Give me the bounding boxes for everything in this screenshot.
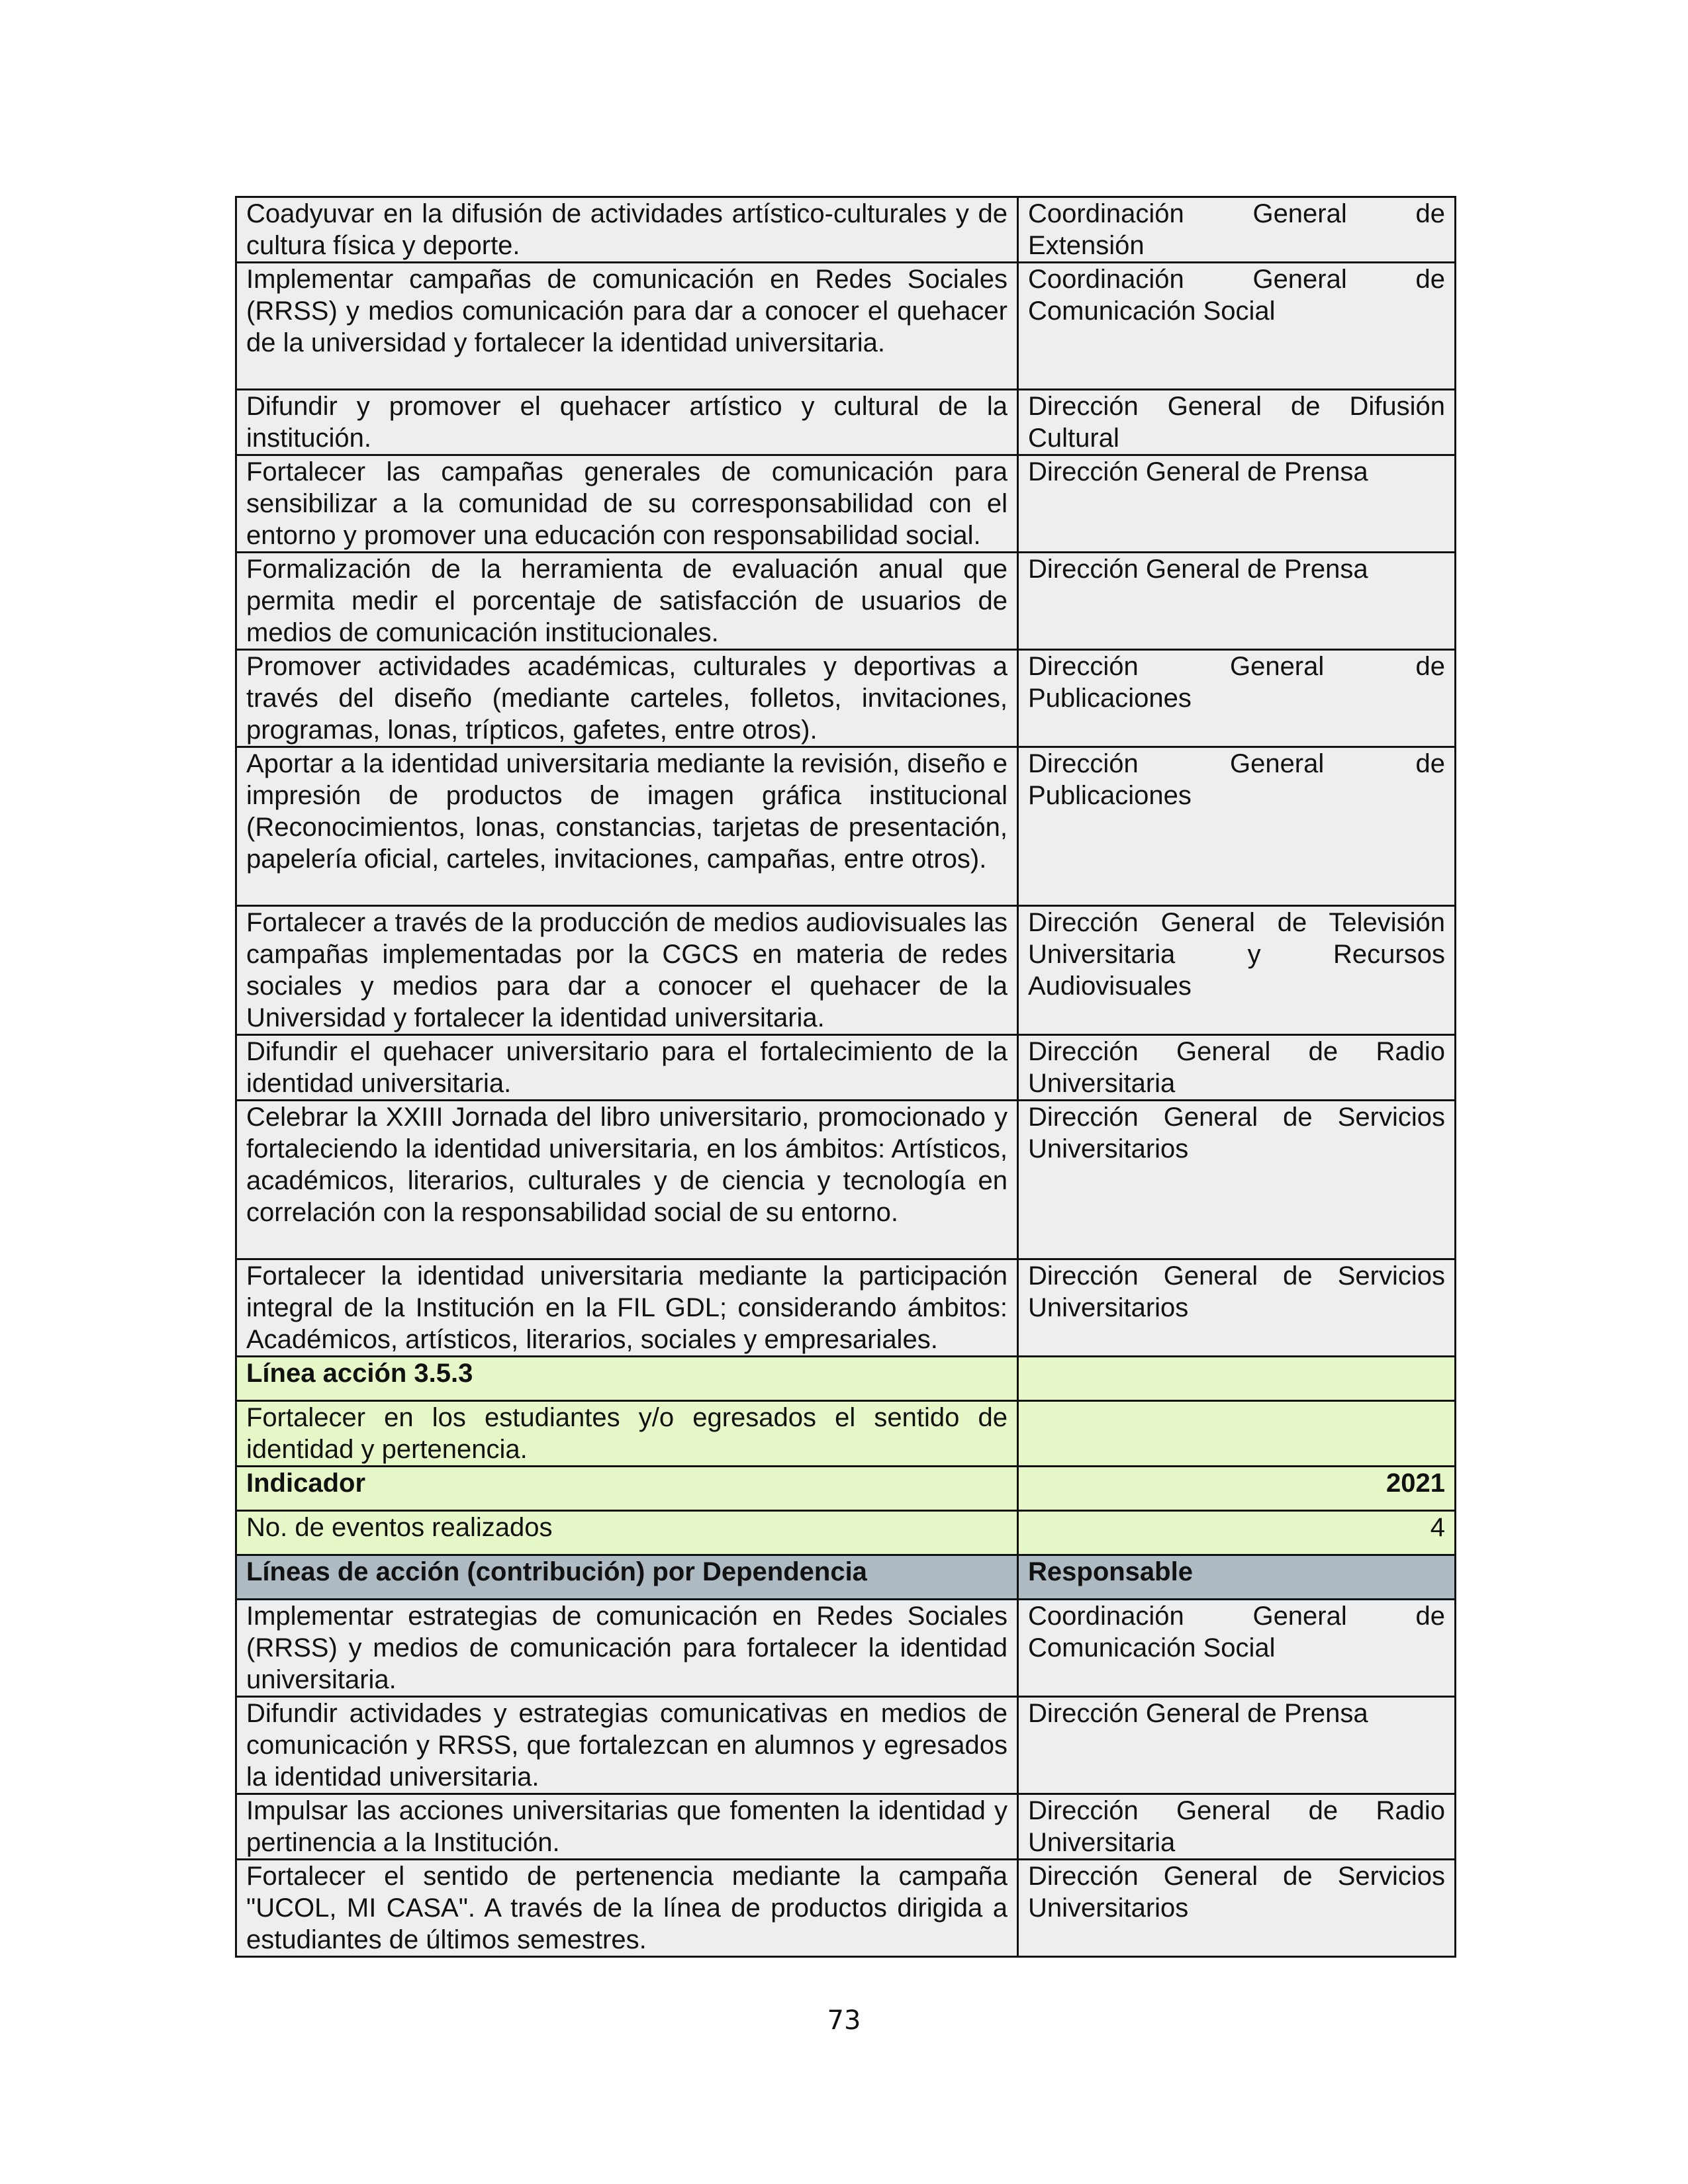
indicator-value-row	[236, 1511, 1456, 1555]
column-header-actions: Líneas de acción (contribución) por Dependencia	[236, 1555, 1018, 1600]
table-row	[236, 1860, 1456, 1957]
empty-cell	[1018, 1357, 1456, 1401]
empty-cell	[1018, 1401, 1456, 1467]
action-cell: Aportar a la identidad universitaria mediante la revisión, diseño e impresión de productos de imagen gráfica institucional (Reconocimientos, lonas, constancias, tarjetas de presentación, papelería oficial, carteles, invitaciones, campañas, entre otros).	[236, 747, 1018, 906]
page-number: 73	[827, 2005, 861, 2036]
responsible-cell: Coordinación General de Extensión	[1018, 197, 1456, 263]
responsible-cell: Dirección General de Prensa	[1018, 455, 1456, 553]
table-row	[236, 906, 1456, 1035]
table-row	[236, 553, 1456, 650]
responsible-cell: Dirección General de Prensa	[1018, 1697, 1456, 1794]
column-header-responsible: Responsable	[1018, 1555, 1456, 1600]
responsible-cell: Dirección General de Servicios Universitarios	[1018, 1860, 1456, 1957]
table-row	[236, 263, 1456, 390]
action-cell: Promover actividades académicas, culturales y deportivas a través del diseño (mediante carteles, folletos, invitaciones, programas, lonas, trípticos, gafetes, entre otros).	[236, 650, 1018, 747]
table-row	[236, 650, 1456, 747]
linea-accion-description-row	[236, 1401, 1456, 1467]
indicator-label: Indicador	[236, 1467, 1018, 1511]
table-row	[236, 197, 1456, 263]
table-row	[236, 1794, 1456, 1860]
action-cell: Implementar estrategias de comunicación en Redes Sociales (RRSS) y medios de comunicación para fortalecer la identidad universitaria.	[236, 1600, 1018, 1697]
table-row	[236, 1697, 1456, 1794]
action-cell: Difundir el quehacer universitario para el fortalecimiento de la identidad universitaria.	[236, 1035, 1018, 1101]
linea-accion-title-row	[236, 1357, 1456, 1401]
action-cell: Fortalecer a través de la producción de medios audiovisuales las campañas implementadas por la CGCS en materia de redes sociales y medios para dar a conocer el quehacer de la Universidad y fortalecer la identidad universitaria.	[236, 906, 1018, 1035]
action-cell: Celebrar la XXIII Jornada del libro universitario, promocionado y fortaleciendo la identidad universitaria, en los ámbitos: Artísticos, académicos, literarios, culturales y de ciencia y tecnología en correlación con la responsabilidad social de su entorno.	[236, 1101, 1018, 1259]
action-cell: Coadyuvar en la difusión de actividades artístico-culturales y de cultura física y deporte.	[236, 197, 1018, 263]
table-row	[236, 1259, 1456, 1357]
action-cell: Implementar campañas de comunicación en Redes Sociales (RRSS) y medios comunicación para dar a conocer el quehacer de la universidad y fortalecer la identidad universitaria.	[236, 263, 1018, 390]
responsible-cell: Dirección General de Publicaciones	[1018, 650, 1456, 747]
action-cell: Fortalecer la identidad universitaria mediante la participación integral de la Institución en la FIL GDL; considerando ámbitos: Académicos, artísticos, literarios, sociales y empresariales.	[236, 1259, 1018, 1357]
responsible-cell: Dirección General de Publicaciones	[1018, 747, 1456, 906]
action-cell: Difundir y promover el quehacer artístico y cultural de la institución.	[236, 390, 1018, 455]
responsible-cell: Dirección General de Prensa	[1018, 553, 1456, 650]
table-row	[236, 1101, 1456, 1259]
action-lines-table	[235, 196, 1456, 1958]
responsible-cell: Coordinación General de Comunicación Social	[1018, 1600, 1456, 1697]
action-cell: Difundir actividades y estrategias comunicativas en medios de comunicación y RRSS, que fortalezcan en alumnos y egresados la identidad universitaria.	[236, 1697, 1018, 1794]
action-cell: Fortalecer las campañas generales de comunicación para sensibilizar a la comunidad de su corresponsabilidad con el entorno y promover una educación con responsabilidad social.	[236, 455, 1018, 553]
action-cell: Formalización de la herramienta de evaluación anual que permita medir el porcentaje de satisfacción de usuarios de medios de comunicación institucionales.	[236, 553, 1018, 650]
table-row	[236, 1600, 1456, 1697]
responsible-cell: Dirección General de Televisión Universitaria y Recursos Audiovisuales	[1018, 906, 1456, 1035]
responsible-cell: Dirección General de Difusión Cultural	[1018, 390, 1456, 455]
responsible-cell: Dirección General de Servicios Universitarios	[1018, 1101, 1456, 1259]
indicator-year: 2021	[1018, 1467, 1456, 1511]
responsible-cell: Dirección General de Servicios Universitarios	[1018, 1259, 1456, 1357]
responsible-cell: Coordinación General de Comunicación Social	[1018, 263, 1456, 390]
table-row	[236, 390, 1456, 455]
indicator-name: No. de eventos realizados	[236, 1511, 1018, 1555]
linea-accion-title: Línea acción 3.5.3	[236, 1357, 1018, 1401]
indicator-value: 4	[1018, 1511, 1456, 1555]
linea-accion-description: Fortalecer en los estudiantes y/o egresados el sentido de identidad y pertenencia.	[236, 1401, 1018, 1467]
table-row	[236, 747, 1456, 906]
table-row	[236, 1035, 1456, 1101]
action-cell: Fortalecer el sentido de pertenencia mediante la campaña "UCOL, MI CASA". A través de la línea de productos dirigida a estudiantes de últimos semestres.	[236, 1860, 1018, 1957]
responsible-cell: Dirección General de Radio Universitaria	[1018, 1035, 1456, 1101]
responsible-cell: Dirección General de Radio Universitaria	[1018, 1794, 1456, 1860]
action-cell: Impulsar las acciones universitarias que fomenten la identidad y pertinencia a la Institución.	[236, 1794, 1018, 1860]
table-header-row	[236, 1555, 1456, 1600]
indicator-header-row	[236, 1467, 1456, 1511]
table-row	[236, 455, 1456, 553]
